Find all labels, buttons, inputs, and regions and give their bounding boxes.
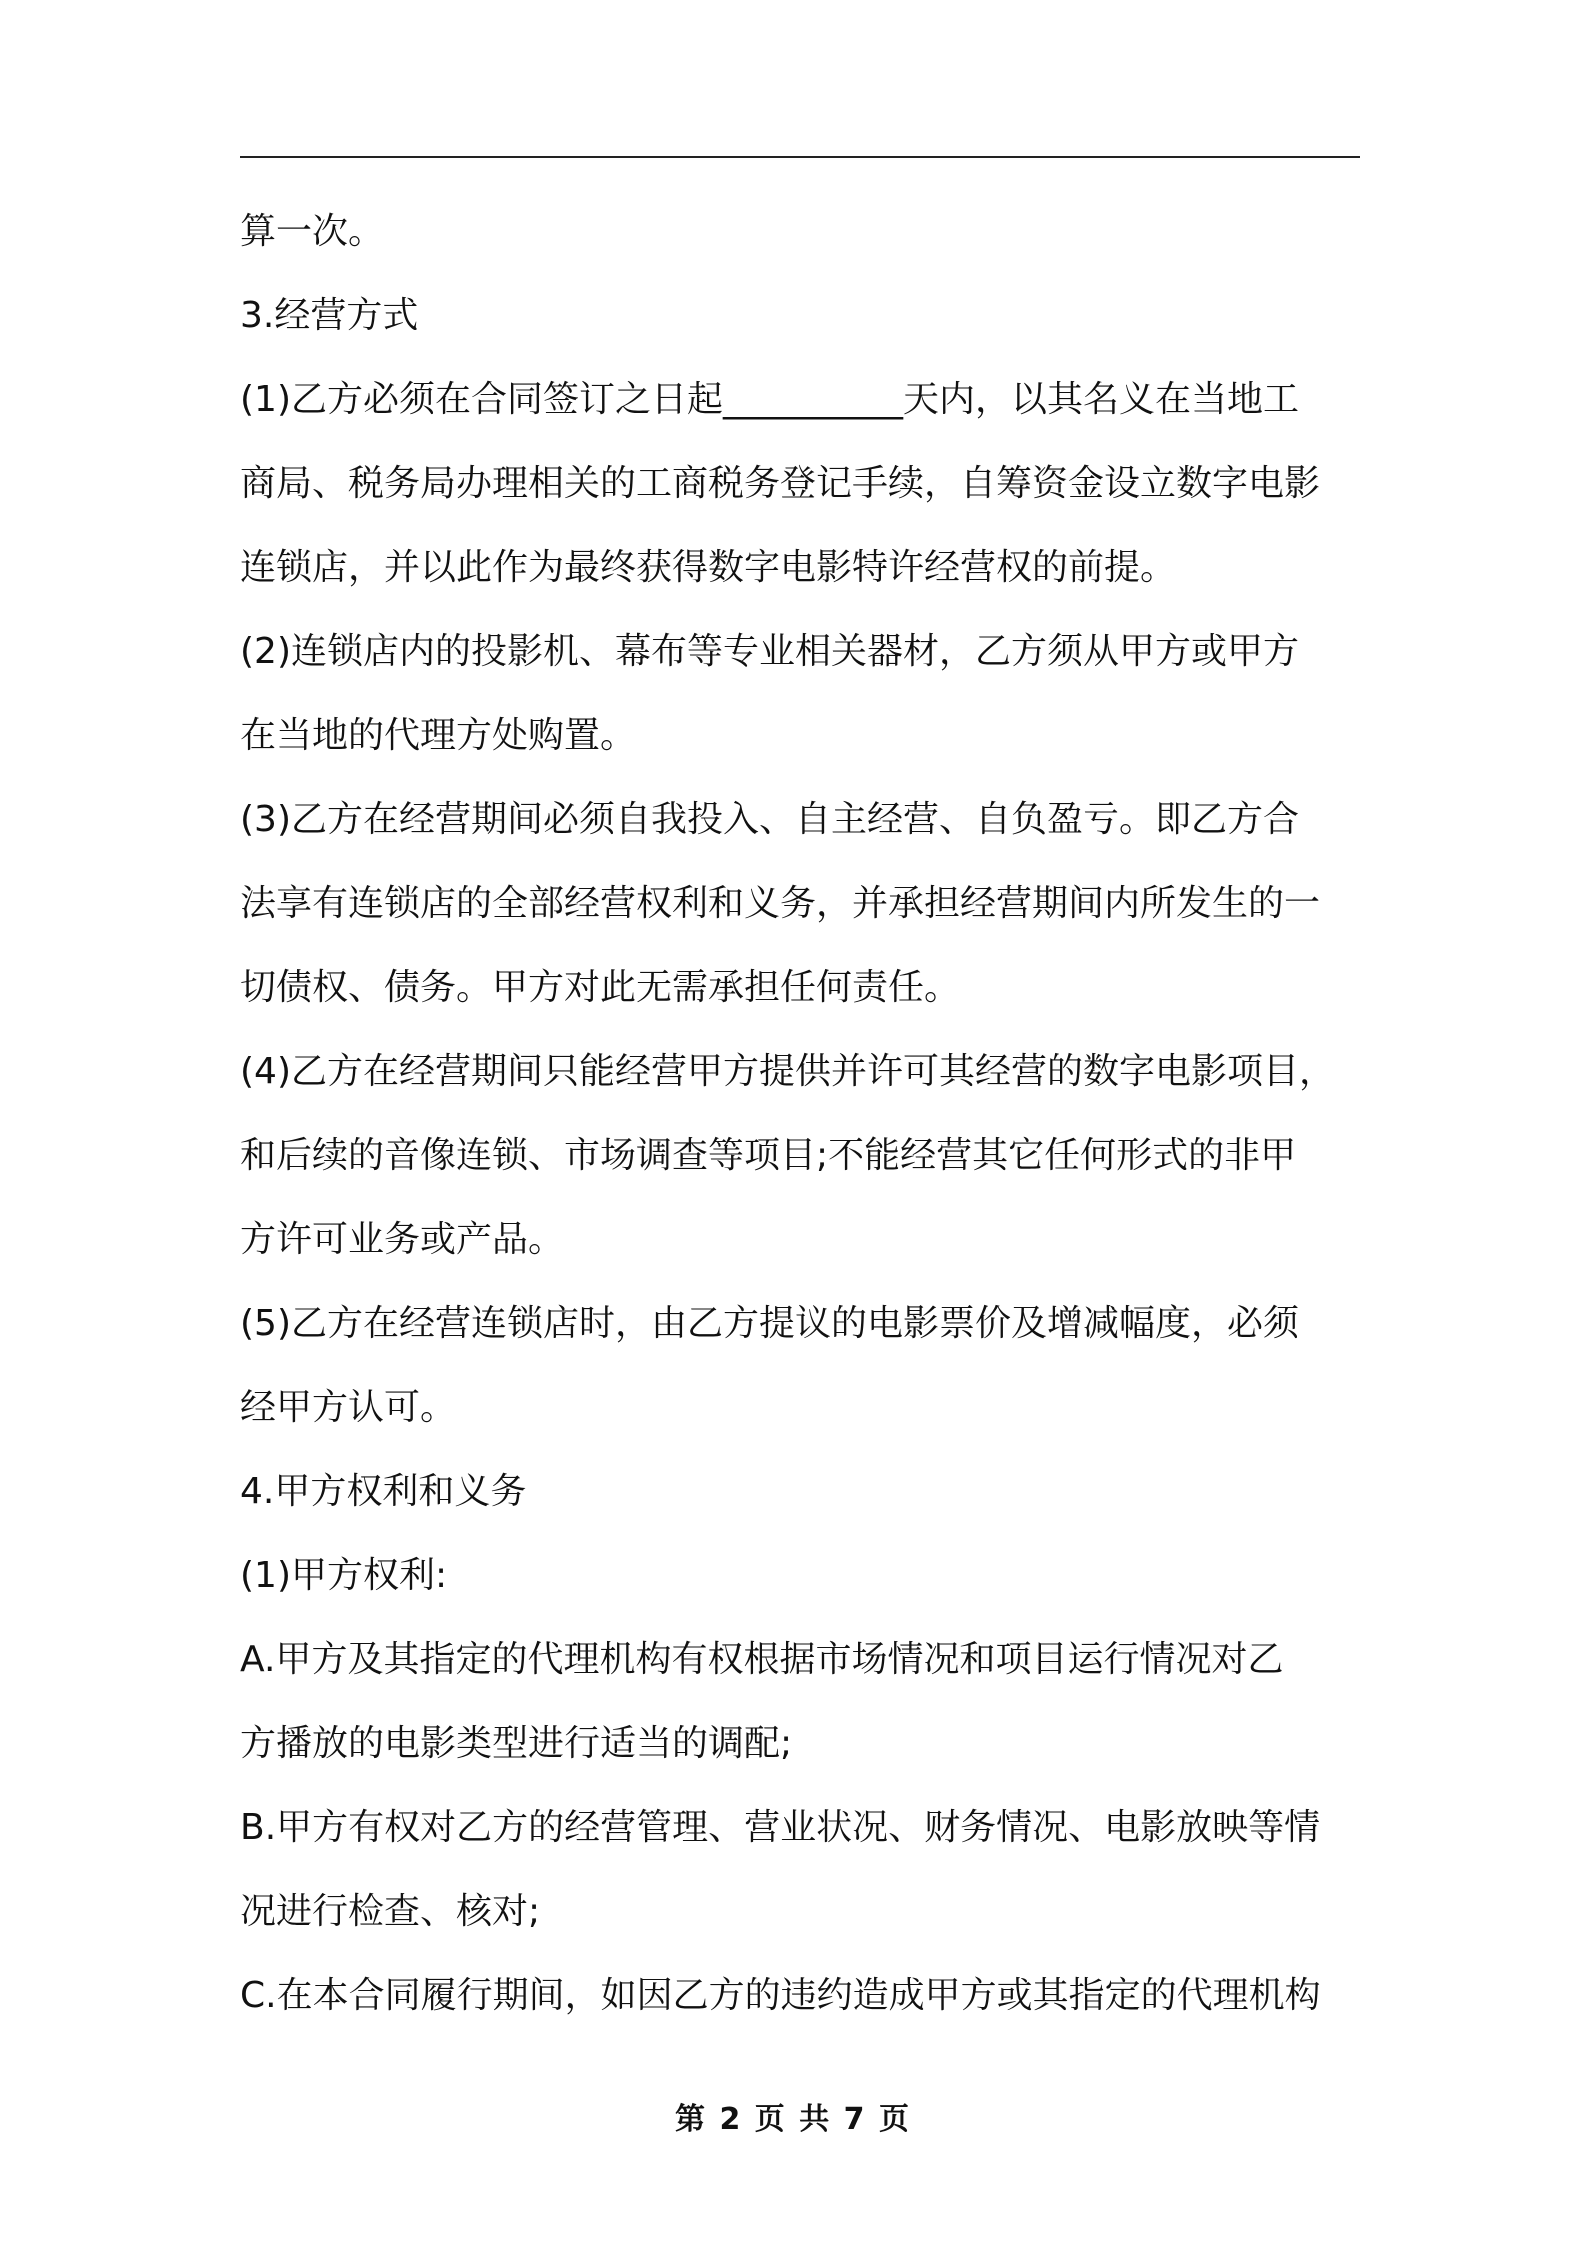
text-line: 方播放的电影类型进行适当的调配;	[240, 1723, 793, 1764]
text-line: (3)乙方在经营期间必须自我投入、自主经营、自负盈亏。即乙方合	[240, 799, 1299, 840]
text-line: 经甲方认可。	[240, 1387, 457, 1428]
text-line: (1)乙方必须在合同签订之日起__________天内，以其名义在当地工	[240, 379, 1299, 420]
text-line: 切债权、债务。甲方对此无需承担任何责任。	[240, 967, 961, 1008]
section-heading: 3.经营方式	[240, 295, 419, 336]
text-line: (1)甲方权利:	[240, 1555, 448, 1596]
text-line: 在当地的代理方处购置。	[240, 715, 637, 756]
text-line: 方许可业务或产品。	[240, 1219, 565, 1260]
text-line: (5)乙方在经营连锁店时，由乙方提议的电影票价及增减幅度，必须	[240, 1303, 1299, 1344]
text-line: (4)乙方在经营期间只能经营甲方提供并许可其经营的数字电影项目，	[240, 1051, 1335, 1092]
text-line: 法享有连锁店的全部经营权利和义务，并承担经营期间内所发生的一	[240, 883, 1321, 924]
text-line: 况进行检查、核对;	[240, 1891, 541, 1932]
header-divider	[240, 156, 1360, 158]
text-line: 和后续的音像连锁、市场调查等项目;不能经营其它任何形式的非甲	[240, 1135, 1297, 1176]
page-number: 第 2 页 共 7 页	[675, 2102, 911, 2137]
text-line: B.甲方有权对乙方的经营管理、营业状况、财务情况、电影放映等情	[240, 1807, 1321, 1848]
text-line: C.在本合同履行期间，如因乙方的违约造成甲方或其指定的代理机构	[240, 1975, 1321, 2016]
text-line: 算一次。	[240, 211, 385, 252]
text-line: 商局、税务局办理相关的工商税务登记手续，自筹资金设立数字电影	[240, 463, 1321, 504]
text-line: (2)连锁店内的投影机、幕布等专业相关器材，乙方须从甲方或甲方	[240, 631, 1299, 672]
document-body	[240, 190, 1360, 2038]
text-line: 连锁店，并以此作为最终获得数字电影特许经营权的前提。	[240, 547, 1177, 588]
text-line: A.甲方及其指定的代理机构有权根据市场情况和项目运行情况对乙	[240, 1639, 1284, 1680]
section-heading: 4.甲方权利和义务	[240, 1471, 527, 1512]
